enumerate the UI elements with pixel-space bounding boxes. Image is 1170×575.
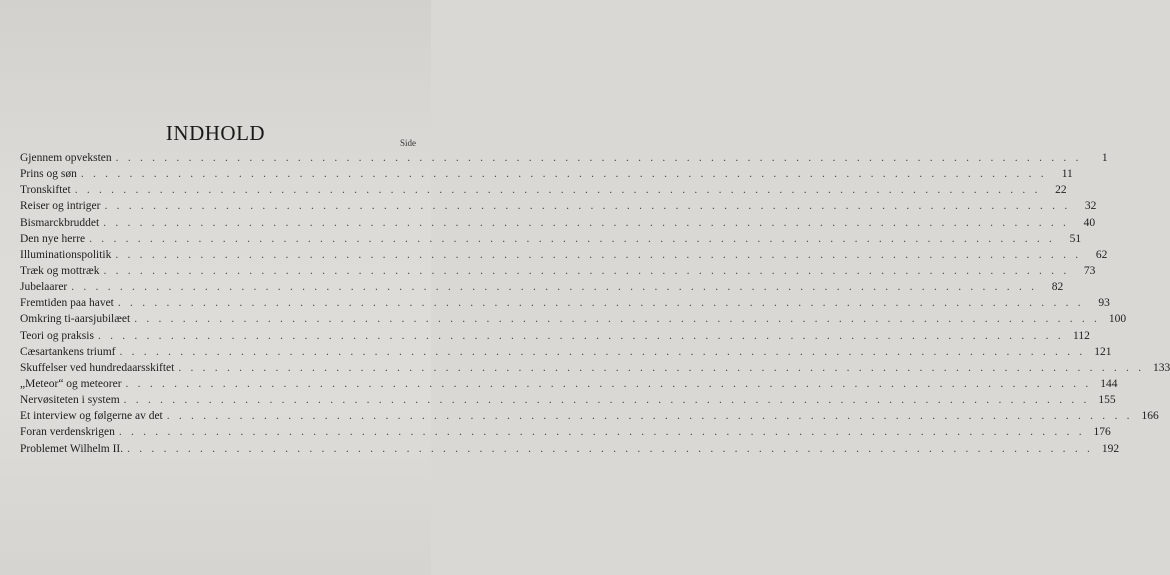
dot-leader: . . . . . . . . . . . . . . . . . . . . . . . . . . . . . . . . . . . . . . . . . . . . . . . . . . . . . . . . . . . . . . . . . . . . . . . . . . . . . . . .	[166, 410, 1133, 423]
toc-entry-page: 112	[1073, 329, 1090, 342]
toc-entry-title: Cæsartankens triumf	[20, 345, 116, 358]
dot-leader: . . . . . . . . . . . . . . . . . . . . . . . . . . . . . . . . . . . . . . . . . . . . . . . . . . . . . . . . . . . . . . . . . . . . . . . . . . . . . . . .	[74, 184, 1041, 197]
toc-entry-title: Problemet Wilhelm II.	[20, 442, 124, 455]
toc-entry	[20, 311, 1127, 327]
toc-entry-page: 100	[1108, 313, 1127, 326]
toc-entry	[20, 150, 1108, 166]
toc-entry-title: Den nye herre	[20, 232, 86, 245]
dot-leader: . . . . . . . . . . . . . . . . . . . . . . . . . . . . . . . . . . . . . . . . . . . . . . . . . . . . . . . . . . . . . . . . . . . . . . . . . . . . . . . .	[89, 232, 1056, 245]
toc-entry	[20, 231, 1082, 247]
toc-entry	[20, 408, 1159, 424]
toc-entry-page: 32	[1084, 200, 1097, 213]
toc-entry-title: Et interview og følgerne av det	[20, 410, 163, 423]
dot-leader: . . . . . . . . . . . . . . . . . . . . . . . . . . . . . . . . . . . . . . . . . . . . . . . . . . . . . . . . . . . . . . . . . . . . . . . . . . . . . . . .	[104, 200, 1071, 213]
toc-entry-title: Gjennem opveksten	[20, 152, 112, 164]
dot-leader: . . . . . . . . . . . . . . . . . . . . . . . . . . . . . . . . . . . . . . . . . . . . . . . . . . . . . . . . . . . . . . . . . . . . . . . . . . . . . . . .	[178, 361, 1145, 374]
dot-leader: . . . . . . . . . . . . . . . . . . . . . . . . . . . . . . . . . . . . . . . . . . . . . . . . . . . . . . . . . . . . . . . . . . . . . . . . . . . . . . . .	[97, 329, 1064, 342]
toc-entry-title: „Meteor“ og meteorer	[20, 377, 122, 390]
toc-entry-page: 144	[1100, 377, 1118, 390]
toc-entry-title: Træk og mottræk	[20, 264, 100, 277]
toc-entry	[20, 182, 1067, 198]
dot-leader: . . . . . . . . . . . . . . . . . . . . . . . . . . . . . . . . . . . . . . . . . . . . . . . . . . . . . . . . . . . . . . . . . . . . . . . . . . . . . . . .	[117, 297, 1084, 310]
toc-entry	[20, 328, 1090, 344]
toc-entry-title: Omkring ti-aarsjubilæet	[20, 313, 131, 326]
toc-entry-title: Prins og søn	[20, 168, 77, 181]
toc-entry-page: 73	[1083, 264, 1096, 277]
dot-leader: . . . . . . . . . . . . . . . . . . . . . . . . . . . . . . . . . . . . . . . . . . . . . . . . . . . . . . . . . . . . . . . . . . . . . . . . . . . . . . . .	[127, 442, 1094, 455]
toc-entry-title: Reiser og intriger	[20, 200, 101, 213]
dot-leader: . . . . . . . . . . . . . . . . . . . . . . . . . . . . . . . . . . . . . . . . . . . . . . . . . . . . . . . . . . . . . . . . . . . . . . . . . . . . . . . .	[115, 248, 1082, 261]
dot-leader: . . . . . . . . . . . . . . . . . . . . . . . . . . . . . . . . . . . . . . . . . . . . . . . . . . . . . . . . . . . . . . . . . . . . . . . . . . . . . . . .	[115, 152, 1082, 164]
toc-entry-title: Nervøsiteten i system	[20, 394, 120, 407]
table-of-contents	[20, 150, 1170, 457]
toc-entry-title: Foran verdenskrigen	[20, 426, 115, 439]
dot-leader: . . . . . . . . . . . . . . . . . . . . . . . . . . . . . . . . . . . . . . . . . . . . . . . . . . . . . . . . . . . . . . . . . . . . . . . . . . . . . . . .	[123, 394, 1090, 407]
toc-entry	[20, 295, 1110, 311]
toc-entry-title: Bismarckbruddet	[20, 216, 100, 229]
toc-entry-page: 1	[1101, 152, 1108, 164]
dot-leader: . . . . . . . . . . . . . . . . . . . . . . . . . . . . . . . . . . . . . . . . . . . . . . . . . . . . . . . . . . . . . . . . . . . . . . . . . . . . . . . .	[80, 168, 1047, 181]
toc-entry-page: 155	[1098, 394, 1116, 407]
toc-entry	[20, 198, 1097, 214]
toc-entry-title: Skuffelser ved hundredaarsskiftet	[20, 361, 175, 374]
toc-entry-page: 40	[1083, 216, 1096, 229]
dot-leader: . . . . . . . . . . . . . . . . . . . . . . . . . . . . . . . . . . . . . . . . . . . . . . . . . . . . . . . . . . . . . . . . . . . . . . . . . . . . . . . .	[118, 426, 1085, 439]
toc-entry-title: Illuminationspolitik	[20, 248, 112, 261]
dot-leader: . . . . . . . . . . . . . . . . . . . . . . . . . . . . . . . . . . . . . . . . . . . . . . . . . . . . . . . . . . . . . . . . . . . . . . . . . . . . . . . .	[134, 313, 1101, 326]
dot-leader: . . . . . . . . . . . . . . . . . . . . . . . . . . . . . . . . . . . . . . . . . . . . . . . . . . . . . . . . . . . . . . . . . . . . . . . . . . . . . . . .	[119, 345, 1086, 358]
toc-entry-page: 176	[1093, 426, 1111, 439]
toc-entry-title: Fremtiden paa havet	[20, 297, 114, 310]
toc-entry-title: Teori og praksis	[20, 329, 94, 342]
dot-leader: . . . . . . . . . . . . . . . . . . . . . . . . . . . . . . . . . . . . . . . . . . . . . . . . . . . . . . . . . . . . . . . . . . . . . . . . . . . . . . . .	[103, 264, 1070, 277]
dot-leader: . . . . . . . . . . . . . . . . . . . . . . . . . . . . . . . . . . . . . . . . . . . . . . . . . . . . . . . . . . . . . . . . . . . . . . . . . . . . . . . .	[71, 281, 1038, 294]
toc-entry	[20, 360, 1170, 376]
toc-entry-page: 166	[1141, 410, 1159, 423]
page-title: INDHOLD	[165, 121, 266, 145]
toc-entry	[20, 424, 1111, 440]
dot-leader: . . . . . . . . . . . . . . . . . . . . . . . . . . . . . . . . . . . . . . . . . . . . . . . . . . . . . . . . . . . . . . . . . . . . . . . . . . . . . . . .	[125, 377, 1092, 390]
toc-entry-page: 51	[1069, 232, 1082, 245]
toc-entry	[20, 247, 1108, 263]
toc-entry-page: 22	[1055, 184, 1067, 197]
toc-entry	[20, 279, 1064, 295]
toc-entry	[20, 392, 1116, 408]
toc-entry-page: 11	[1061, 168, 1073, 181]
toc-entry-title: Jubelaarer	[20, 281, 68, 294]
toc-entry	[20, 215, 1096, 231]
toc-entry	[20, 263, 1096, 279]
toc-entry	[20, 166, 1073, 182]
toc-entry-title: Tronskiftet	[20, 184, 71, 197]
toc-entry-page: 121	[1094, 345, 1112, 358]
dot-leader: . . . . . . . . . . . . . . . . . . . . . . . . . . . . . . . . . . . . . . . . . . . . . . . . . . . . . . . . . . . . . . . . . . . . . . . . . . . . . . . .	[103, 216, 1070, 229]
toc-entry-page: 62	[1095, 248, 1108, 261]
toc-entry	[20, 376, 1118, 392]
toc-entry-page: 93	[1098, 297, 1110, 310]
page-column-label: Side	[399, 138, 416, 148]
toc-entry-page: 192	[1101, 442, 1120, 455]
toc-entry	[20, 344, 1112, 360]
toc-entry-page: 133	[1153, 361, 1170, 374]
toc-entry-page: 82	[1051, 281, 1064, 294]
toc-entry	[20, 441, 1120, 457]
